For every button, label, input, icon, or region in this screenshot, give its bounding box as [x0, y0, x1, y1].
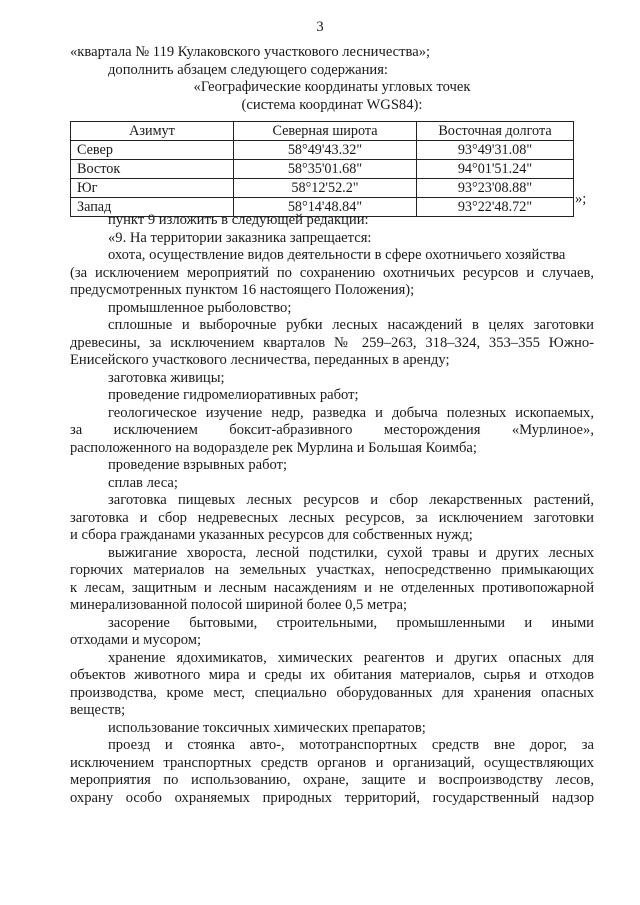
- table-heading: (система координат WGS84):: [241, 96, 423, 113]
- table-cell: Юг: [71, 179, 234, 198]
- table-header-row: [71, 122, 574, 141]
- paragraph-line: к лесам, защитным и лесным насаждениям и не отделенных противопожарной: [70, 579, 594, 596]
- table-cell: Север: [71, 141, 234, 160]
- page-number: 3: [316, 19, 324, 35]
- table-cell: 58°35'01.68": [234, 160, 417, 179]
- paragraph-line: охота, осуществление видов деятельности в сфере охотничьего хозяйства: [108, 247, 566, 263]
- table-cell: 58°12'52.2": [234, 179, 417, 198]
- table-cell: 93°22'48.72": [417, 198, 574, 217]
- paragraph-line: пункт 9 изложить в следующей редакции:: [108, 212, 369, 228]
- paragraph-line: (за исключением мероприятий по сохранению охотничьих ресурсов и случаев,: [70, 264, 594, 281]
- table-cell: 94°01'51.24": [417, 160, 574, 179]
- paragraph-line: производства, кроме мест, специально оборудованных для хранения опасных: [70, 684, 594, 701]
- paragraph-line: промышленное рыболовство;: [108, 299, 292, 316]
- intro-line: дополнить абзацем следующего содержания:: [108, 61, 388, 78]
- paragraph-line: выжигание хвороста, лесной подстилки, сухой травы и других лесных: [108, 544, 594, 561]
- paragraph-line: заготовка пищевых лесных ресурсов и сбор лекарственных растений,: [108, 492, 594, 508]
- table-cell: 58°49'43.32": [234, 141, 417, 160]
- paragraph-line: Енисейского участкового лесничества, переданных в аренду;: [70, 352, 450, 368]
- paragraph-line: веществ;: [70, 702, 126, 718]
- paragraph-line: геологическое изучение недр, разведка и добыча полезных ископаемых,: [108, 404, 594, 421]
- table-cell: 93°23'08.88": [417, 179, 574, 198]
- table-cell: Запад: [71, 198, 234, 217]
- document-body: [70, 44, 594, 807]
- intro-line: «квартала № 119 Кулаковского участкового лесничества»;: [70, 44, 431, 60]
- paragraph-line: горючих материалов на земельных участках, непосредственно примыкающих: [70, 562, 594, 578]
- paragraph-line: объектов животного мира и среды их обитания материалов, сырья и отходов: [70, 667, 594, 683]
- column-header: Восточная долгота: [417, 122, 574, 141]
- paragraph-line: проезд и стоянка авто-, мототранспортных средств вне дорог, за: [108, 737, 594, 753]
- paragraph-line: заготовка живицы;: [108, 369, 225, 386]
- paragraph-line: отходами и мусором;: [70, 632, 202, 648]
- paragraph-line: мероприятия по использованию, охране, защите и воспроизводству лесов,: [70, 772, 594, 788]
- paragraph-line: исключением транспортных средств органов и организаций, осуществляющих: [70, 754, 594, 771]
- paragraph-line: минерализованной полосой шириной более 0,5 метра;: [70, 597, 408, 613]
- table-row: [71, 160, 574, 179]
- paragraph-line: «9. На территории заказника запрещается:: [108, 229, 372, 246]
- column-header: Азимут: [71, 122, 234, 141]
- closing-quote: »;: [575, 191, 587, 207]
- table-cell: 58°14'48.84": [234, 198, 417, 217]
- paragraph-line: за исключением боксит-абразивного месторождения «Мурлиное»,: [70, 422, 594, 438]
- table-row: [71, 179, 574, 198]
- coordinates-table: [70, 121, 574, 217]
- paragraph-line: древесины, за исключением кварталов № 259–263, 318–324, 353–355 Южно-: [70, 334, 594, 351]
- paragraph-line: и сбора гражданами указанных ресурсов для собственных нужд;: [70, 527, 473, 543]
- paragraph-line: проведение гидромелиоративных работ;: [108, 387, 359, 403]
- column-header: Северная широта: [234, 122, 417, 141]
- paragraph-line: заготовка и сбор недревесных лесных ресурсов, за исключением заготовки: [70, 509, 594, 526]
- table-cell: Восток: [71, 160, 234, 179]
- paragraph-line: использование токсичных химических препаратов;: [108, 719, 426, 736]
- coordinates-table-block: [70, 121, 594, 215]
- table-cell: 93°49'31.08": [417, 141, 574, 160]
- paragraph-line: предусмотренных пунктом 16 настоящего Положения);: [70, 282, 415, 298]
- paragraph-line: охрану особо охраняемых природных территорий, государственный надзор: [70, 789, 594, 806]
- paragraph-line: расположенного на водоразделе рек Мурлина и Большая Коимба;: [70, 439, 477, 456]
- paragraph-line: сплав леса;: [108, 474, 178, 491]
- paragraph-line: хранение ядохимикатов, химических реагентов и других опасных для: [108, 649, 594, 666]
- paragraph-line: сплошные и выборочные рубки лесных насаждений в целях заготовки: [108, 317, 594, 333]
- paragraph-line: проведение взрывных работ;: [108, 457, 288, 473]
- paragraph-line: засорение бытовыми, строительными, промышленными и иными: [108, 614, 594, 631]
- table-heading: «Географические координаты угловых точек: [193, 79, 471, 95]
- table-row: [71, 198, 574, 217]
- table-row: [71, 141, 574, 160]
